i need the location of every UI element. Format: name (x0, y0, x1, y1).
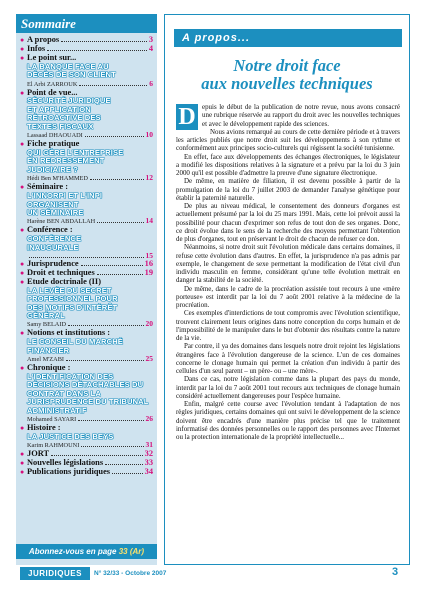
article-paragraph: Enfin, malgré cette course avec l'évolution tendant à l'adaptation de nos règles juridiques, certains domaines qui ont suivi le développement de la science doivent être encadrés d'une manière plus précise tel que le traitement informatisé des données personnelles ou le rapport des personnes avec l'Internet ou la protection internationale de la propriété intellectuelle... (176, 400, 400, 441)
rubric-banner (174, 29, 402, 47)
article-paragraph: Par contre, il ya des domaines dans lesquels notre droit rejoint les législations étrangères face à l'évolution dangereuse de la science. L'un de ces domaines concerne le clonage humain qui permet la création d'un individu à partir des cellules d'un seul parent – un père- ou – une mère-. (176, 342, 400, 375)
editorial-article (164, 14, 410, 565)
author-name: Hédi Ben M'HAMMED (27, 175, 88, 183)
toc-title: Histoire : (27, 423, 61, 433)
toc-line (20, 468, 153, 477)
leader-dots (61, 40, 147, 42)
toc-entry (20, 329, 153, 364)
article-paragraph: De même, en matière de filiation, il est devenu possible à partir de la promulgation de la loi du 7 juillet 2003 de demander l'analyse génétique pour établir la paternité naturelle. (176, 177, 400, 202)
author-name: Samy BELAID (27, 321, 67, 329)
toc-entry (20, 54, 153, 89)
toc-title: Point de vue... (27, 87, 78, 97)
leader-dots (47, 49, 147, 51)
leader-dots (79, 84, 147, 86)
bullet-icon: ● (20, 468, 25, 477)
bullet-icon: ● (20, 277, 25, 286)
toc-subtitle: L'IDENTIFICATION DES (27, 372, 114, 381)
toc-page: 12 (145, 173, 153, 183)
author-name: Mohamed SAYARI (27, 416, 77, 424)
toc-page: 14 (145, 216, 153, 226)
toc-title: Séminaire : (27, 182, 69, 192)
toc-subtitle: JUDICIAIRE ? (27, 164, 78, 174)
toc-page: 3 (148, 35, 153, 44)
toc-page: 32 (144, 449, 153, 459)
toc-entry (20, 140, 153, 183)
toc-subtitle: ET APPLICATION (27, 104, 91, 114)
toc-subtitle: LA BANQUE FACE AU (27, 61, 109, 71)
toc-title: Droit et techniques (27, 267, 95, 277)
subscribe-page: 33 (Ar) (118, 547, 145, 556)
leader-dots (97, 273, 143, 275)
bullet-icon: ● (20, 36, 25, 44)
toc-subtitle: SÉCURITÉ JURIDIQUE (27, 96, 111, 106)
toc-subtitle: L'INNORPI ET L'INPI (27, 191, 103, 201)
leader-dots (105, 463, 143, 465)
toc-page: 26 (145, 414, 153, 424)
toc-subtitle: INAUGURALE (27, 242, 79, 252)
leader-dots (97, 221, 143, 223)
article-paragraph: Nous avions remarqué au cours de cette dernière période et à travers les articles publiés que notre droit suit les développements à son rythme et conformément aux principes socio-culturels qui régissent la société tunisienne. (176, 127, 400, 153)
drop-cap: D (176, 104, 198, 130)
article-paragraph: De même, dans le cadre de la procréation assistée tout recours à une «mère porteuse» est interdit par la loi du 7 août 2001 relative à la médecine de la procréation. (176, 284, 400, 309)
toc-title: JORT (27, 449, 50, 459)
toc-entry (20, 364, 153, 424)
toc-entry (20, 278, 153, 330)
bullet-icon: ● (20, 183, 25, 192)
leader-dots (78, 419, 143, 421)
toc-page: 25 (145, 354, 153, 364)
toc-title: Conférence : (27, 225, 73, 235)
bullet-icon: ● (20, 226, 25, 235)
toc-subtitle: CONFÉRENCE (27, 234, 82, 244)
toc-title: Notions et institutions : (27, 328, 111, 338)
toc-subtitle: JURISPRUDENCE DU TRIBUNAL (27, 397, 149, 407)
leader-dots (66, 359, 144, 361)
bullet-icon: ● (20, 364, 25, 373)
toc-page: 15 (145, 251, 153, 261)
toc-page: 10 (145, 130, 153, 140)
page-number: 3 (392, 566, 399, 578)
magazine-logo: JURIDIQUES (20, 567, 90, 580)
toc-title: Infos (27, 43, 46, 53)
subscribe-text: Abonnez-vous en page (28, 547, 117, 556)
leader-dots (81, 445, 143, 447)
toc-title: Nouvelles législations (27, 458, 104, 468)
leader-dots (68, 324, 143, 326)
toc-page: 20 (145, 319, 153, 329)
toc-page: 34 (144, 467, 153, 477)
toc-subtitle: PROFESSIONNEL POUR (27, 294, 118, 304)
toc-subtitle: ORGANISENT (27, 199, 79, 209)
toc-subtitle: TEXTES FISCAUX (27, 121, 94, 131)
article-paragraph: En effet, face aux développements des échanges électroniques, le législateur a modifié les dispositions relatives à la signature et a prévu par la loi du 3 juin 2000 qu'il est possible d'admettre la preuve d'une signature électronique. (176, 152, 400, 177)
leader-dots (90, 178, 144, 180)
headline-line-1: Notre droit face (233, 56, 341, 75)
author-name: Harène BEN ABDALLAH (27, 218, 96, 226)
toc-subtitle: CONTRAT DANS LA (27, 388, 101, 398)
bullet-icon: ● (20, 140, 25, 149)
leader-dots (29, 256, 144, 258)
toc-subtitle: LA JUSTICE DES BEYS (27, 431, 114, 441)
bullet-icon: ● (20, 329, 25, 338)
article-paragraph (176, 103, 400, 128)
author-name: Amel M'ZABI (27, 356, 64, 364)
toc-subtitle: DES MOTIFS D'INTÉRÊT (27, 302, 118, 312)
bullet-icon: ● (20, 44, 25, 53)
toc-title: Etude doctrinale (II) (27, 276, 101, 286)
bullet-icon: ● (20, 53, 25, 62)
toc-subtitle: UN SÉMINAIRE (27, 207, 84, 217)
toc-title: Chronique : (27, 363, 71, 373)
article-paragraph: De plus au niveau médical, le consentement des donneurs d'organes est actuellement présumé par la loi du 25 mars 1991. Mais, cette loi prévoit aussi la possibilité pour chacun d'exprimer son refus de tout don de ses organes. Donc, ce droit évolue dans le sens de la recherche des moyens permettant l'obtention de plus d'organes, tout en préservant le droit de chacun de refuser ce don. (176, 202, 400, 243)
leader-dots (112, 472, 143, 474)
toc-entry (20, 424, 153, 450)
toc-subtitle: DÉCÈS DE SON CLIENT (27, 70, 116, 80)
bullet-icon: ● (20, 450, 25, 459)
toc-subtitle: GÉNÉRAL (27, 310, 65, 320)
toc-entry (20, 183, 153, 226)
toc-title: Fiche pratique (27, 139, 80, 149)
leader-dots (85, 135, 144, 137)
paragraph-text: epuis le début de la publication de notre revue, nous avons consacré une rubrique réservée au rapport du droit avec les nouvelles techniques et avec le développement rapide des sciences. (202, 103, 400, 128)
rubric-title: A propos... (182, 32, 251, 44)
bullet-icon: ● (20, 88, 25, 97)
bullet-icon: ● (20, 260, 25, 269)
toc-subtitle: LA LEVÉE DU SECRET (27, 285, 112, 295)
leader-dots (81, 264, 143, 266)
toc-subtitle: RÉTROACTIVE DES (27, 113, 101, 123)
toc-page: 4 (148, 43, 153, 53)
bullet-icon: ● (20, 459, 25, 468)
article-paragraph: Néanmoins, si notre droit suit l'évolution médicale dans certains domaines, il refuse cette évolution dans d'autres. En effet, la jurisprudence n'a pas admis par exemple, le changement de sexe permettant la modification de l'état civil d'un individu masculin en femme, considérant qu'une telle évolution mettrait en danger la stabilité de la société. (176, 243, 400, 285)
toc-subtitle: EN REDRESSEMENT (27, 156, 105, 166)
article-headline (165, 57, 409, 93)
table-of-contents (16, 14, 157, 565)
article-paragraph: Ces exemples d'interdictions de tout compromis avec l'évolution scientifique, trouvent clairement leurs origines dans notre conception du corps humain et de l'impossibilité de le manipuler dans le but d'obtenir des résultats contre la nature de la vie. (176, 309, 400, 342)
toc-subtitle: ADMINISTRATIF (27, 405, 87, 415)
toc-subtitle: DÉCISIONS DÉTACHABLES DU (27, 380, 144, 390)
article-paragraph: Dans ce cas, notre législation comme dans la plupart des pays du monde, interdit par la loi du 7 août 2001 tout recours aux techniques de clonage humain considéré actuellement dangereuses pour l'espèce humaine. (176, 375, 400, 400)
toc-subtitle: QUI GÈRE L'ENTREPRISE (27, 147, 124, 157)
toc-list (16, 33, 157, 477)
toc-entry (20, 468, 153, 477)
sommaire-title: Sommaire (16, 14, 157, 33)
toc-page: 33 (144, 458, 153, 468)
toc-entry (20, 89, 153, 141)
toc-title: Jurisprudence (27, 259, 79, 269)
toc-title: Le point sur... (27, 52, 77, 62)
leader-dots (51, 454, 143, 456)
issue-info: N° 32/33 - Octobre 2007 (94, 570, 167, 577)
bullet-icon: ● (20, 268, 25, 277)
toc-subtitle: LE CONSEIL DU MARCHÉ (27, 337, 123, 347)
bullet-icon: ● (20, 424, 25, 433)
author-name: Karim RAHMOUNI (27, 442, 80, 450)
toc-entry (20, 226, 153, 260)
article-body (176, 103, 400, 441)
toc-page: 19 (144, 267, 153, 277)
headline-line-2: aux nouvelles techniques (201, 74, 373, 93)
toc-page: 6 (149, 78, 153, 88)
subscribe-banner (16, 544, 157, 559)
toc-page: 31 (145, 440, 153, 450)
author-name: Lassaad DHAOUADI (27, 132, 83, 140)
toc-title: A propos (27, 35, 60, 44)
toc-page: 16 (144, 259, 153, 269)
author-name: El Arbi ZARROUK (27, 80, 78, 88)
toc-subtitle: FINANCIER (27, 345, 70, 355)
toc-title: Publications juridiques (27, 467, 111, 477)
